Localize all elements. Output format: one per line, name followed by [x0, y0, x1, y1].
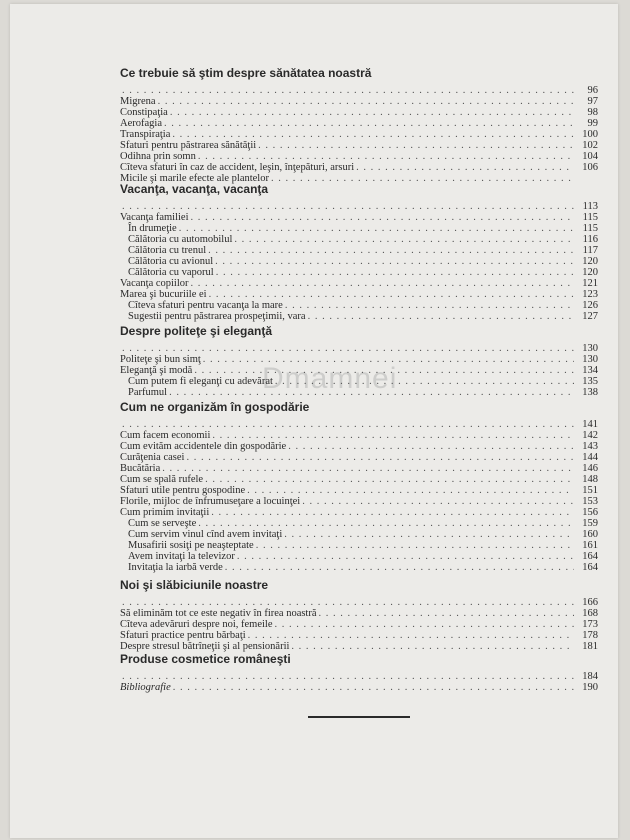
toc-row: [120, 419, 598, 430]
section-title: Noi şi slăbiciunile noastre: [120, 578, 269, 592]
section-title: Despre politeţe şi eleganţă: [120, 324, 273, 338]
toc-row: Sfaturi practice pentru bărbaţi . . . 178: [120, 630, 598, 641]
section-items: [120, 85, 598, 184]
toc-row: Sugestii pentru păstrarea prospeţimii, vara . . . 127: [120, 311, 598, 322]
section-page: 166: [582, 597, 598, 608]
toc-row: Cîteva sfaturi pentru vacanţa la mare . . . 126: [120, 300, 598, 311]
toc-row: Aerofagia . . . 99: [120, 118, 598, 129]
table-of-contents: [120, 66, 598, 702]
toc-row: În drumeţie . . . 115: [120, 223, 598, 234]
toc-row: Călătoria cu avionul . . . 120: [120, 256, 598, 267]
toc-section: [120, 324, 598, 400]
toc-row: Sfaturi pentru păstrarea sănătăţii . . . 102: [120, 140, 598, 151]
toc-section: [120, 182, 598, 324]
toc-row: Migrena . . . 97: [120, 96, 598, 107]
toc-row: Parfumul . . . 138: [120, 387, 598, 398]
toc-row: Bibliografie . . . 190: [120, 682, 598, 693]
section-page: 130: [582, 343, 598, 354]
toc-row: Cum facem economii . . . 142: [120, 430, 598, 441]
toc-row: Cîteva adevăruri despre noi, femeile . . . 173: [120, 619, 598, 630]
toc-row: [120, 85, 598, 96]
toc-row: [120, 343, 598, 354]
toc-row: Cîteva sfaturi în caz de accident, leşin, înţepături, arsuri . . . 106: [120, 162, 598, 173]
toc-row: Cum putem fi eleganţi cu adevărat . . . 135: [120, 376, 598, 387]
section-items: [120, 201, 598, 322]
toc-row: Constipaţia . . . 98: [120, 107, 598, 118]
section-items: [120, 597, 598, 652]
book-page: [10, 4, 618, 838]
toc-row: Să eliminăm tot ce este negativ în firea noastră . . . 168: [120, 608, 598, 619]
toc-section: [120, 66, 598, 182]
toc-row: Cum servim vinul cînd avem invitaţi . . . 160: [120, 529, 598, 540]
toc-row: Cum se serveşte . . . 159: [120, 518, 598, 529]
toc-row: Avem invitaţi la televizor . . . 164: [120, 551, 598, 562]
toc-row: [120, 201, 598, 212]
toc-row: Cum evităm accidentele din gospodărie . . . 143: [120, 441, 598, 452]
toc-row: Eleganţă şi modă . . . 134: [120, 365, 598, 376]
toc-row: Invitaţia la iarbă verde . . . 164: [120, 562, 598, 573]
watermark: Dmamnei: [262, 362, 398, 395]
section-title: Vacanţa, vacanţa, vacanţa: [120, 182, 269, 196]
toc-row: Vacanţa copiilor . . . 121: [120, 278, 598, 289]
toc-row: Călătoria cu trenul . . . 117: [120, 245, 598, 256]
toc-row: Vacanţa familiei . . . 115: [120, 212, 598, 223]
toc-section: [120, 578, 598, 652]
toc-row: Marea şi bucuriile ei . . . 123: [120, 289, 598, 300]
toc-row: Despre stresul bătrîneţii şi al pensionării . . . 181: [120, 641, 598, 652]
toc-row: Cum primim invitaţii . . . 156: [120, 507, 598, 518]
section-page: 113: [582, 201, 598, 212]
toc-row: Transpiraţia . . . 100: [120, 129, 598, 140]
toc-row: Călătoria cu vaporul . . . 120: [120, 267, 598, 278]
toc-row: Micile şi marile efecte ale plantelor . . .: [120, 173, 598, 184]
toc-row: Florile, mijloc de înfrumuseţare a locuinţei . . . 153: [120, 496, 598, 507]
toc-row: Cum se spală rufele . . . 148: [120, 474, 598, 485]
toc-row: Sfaturi utile pentru gospodine . . . 151: [120, 485, 598, 496]
toc-row: [120, 597, 598, 608]
section-title: Ce trebuie să ştim despre sănătatea noastră: [120, 66, 372, 80]
toc-section: [120, 400, 598, 578]
section-title: Produse cosmetice româneşti: [120, 652, 291, 666]
section-title: Cum ne organizăm în gospodărie: [120, 400, 310, 414]
toc-row: [120, 671, 598, 682]
toc-section: [120, 652, 598, 702]
section-items: [120, 419, 598, 573]
toc-row: Curăţenia casei . . . 144: [120, 452, 598, 463]
toc-row: Bucătăria . . . 146: [120, 463, 598, 474]
bottom-rule: [308, 716, 410, 718]
toc-row: Odihna prin somn . . . 104: [120, 151, 598, 162]
section-page: 141: [582, 419, 598, 430]
section-page: 184: [582, 671, 598, 682]
toc-row: Politeţe şi bun simţ . . . 130: [120, 354, 598, 365]
section-page: 96: [587, 85, 598, 96]
toc-row: Musafirii sosiţi pe neaşteptate . . . 161: [120, 540, 598, 551]
section-items: [120, 671, 598, 693]
section-items: [120, 343, 598, 398]
toc-row: Călătoria cu automobilul . . . 116: [120, 234, 598, 245]
